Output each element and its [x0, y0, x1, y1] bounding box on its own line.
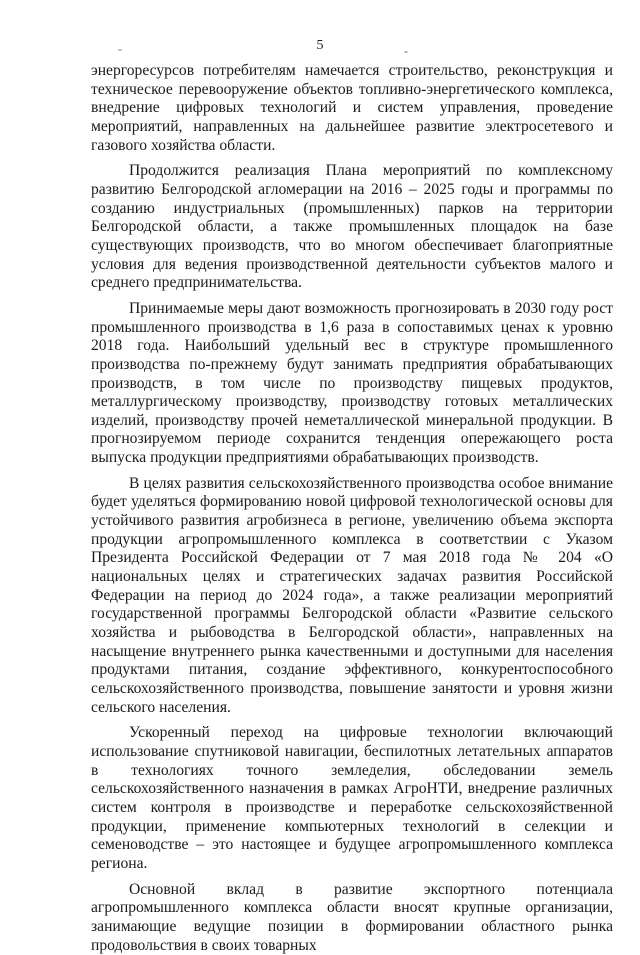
paragraph-agriculture-development: В целях развития сельскохозяйственного производства особое внимание будет уделяться формированию новой цифровой технологической основы для устойчивого развития агробизнеса в регионе, увеличению объема экспорта продукции агропромышленного комплекса в соответствии с Указом Президента Российской Федерации от 7 мая 2018 года № 204 «О национальных целях и стратегических задачах развития Российской Федерации на период до 2024 года», а также реализации мероприятий государственной программы Белгородской области «Развитие сельского хозяйства и рыбоводства в Белгородской области», направленных на насыщение внутреннего рынка качественными и доступными для населения продуктами питания, создание эффективного, конкурентоспособного сельскохозяйственного производства, повышение занятости и уровня жизни сельского населения. [91, 474, 613, 716]
document-body [91, 62, 613, 955]
paragraph-digital-technologies: Ускоренный переход на цифровые технологии включающий использование спутниковой навигации, беспилотных летательных аппаратов в технологиях точного земледелия, обследовании земель сельскохозяйственного назначения в рамках АгроНТИ, внедрение различных систем контроля в производстве и переработке сельскохозяйственной продукции, применение компьютерных технологий в селекции и семеноводстве – это настоящее и будущее агропромышленного комплекса региона. [91, 724, 613, 872]
scan-speck: - [118, 42, 122, 56]
paragraph-industrial-forecast: Принимаемые меры дают возможность прогнозировать в 2030 году рост промышленного производства в 1,6 раза в сопоставимых ценах к уровню 2018 года. Наибольший удельный вес в структуре промышленного производства по-прежнему будут занимать предприятия обрабатывающих производств, в том числе по производству пищевых продуктов, металлургическому производству, производству готовых металлических изделий, производству прочей неметаллической минеральной продукции. В прогнозируемом периоде сохранится тенденция опережающего роста выпуска продукции предприятиями обрабатывающих производств. [91, 299, 613, 467]
paragraph-export-potential: Основной вклад в развитие экспортного потенциала агропромышленного комплекса области вносят крупные организации, занимающие ведущие позиции в формировании областного рынка продовольствия в своих товарных [91, 880, 613, 954]
paragraph-agglomeration-plan: Продолжится реализация Плана мероприятий по комплексному развитию Белгородской агломерации на 2016 – 2025 годы и программы по созданию индустриальных (промышленных) парков на территории Белгородской области, а также промышленных площадок на базе существующих производств, что во многом обеспечивает благоприятные условия для ведения производственной деятельности субъектов малого и среднего предпринимательства. [91, 162, 613, 292]
scan-speck: - [404, 44, 408, 58]
page-number: 5 [316, 38, 324, 53]
paragraph-energy-continuation: энергоресурсов потребителям намечается строительство, реконструкция и техническое перевооружение объектов топливно-энергетического комплекса, внедрение цифровых технологий и систем управления, проведение мероприятий, направленных на дальнейшее развитие электросетевого и газового хозяйства области. [91, 62, 613, 154]
